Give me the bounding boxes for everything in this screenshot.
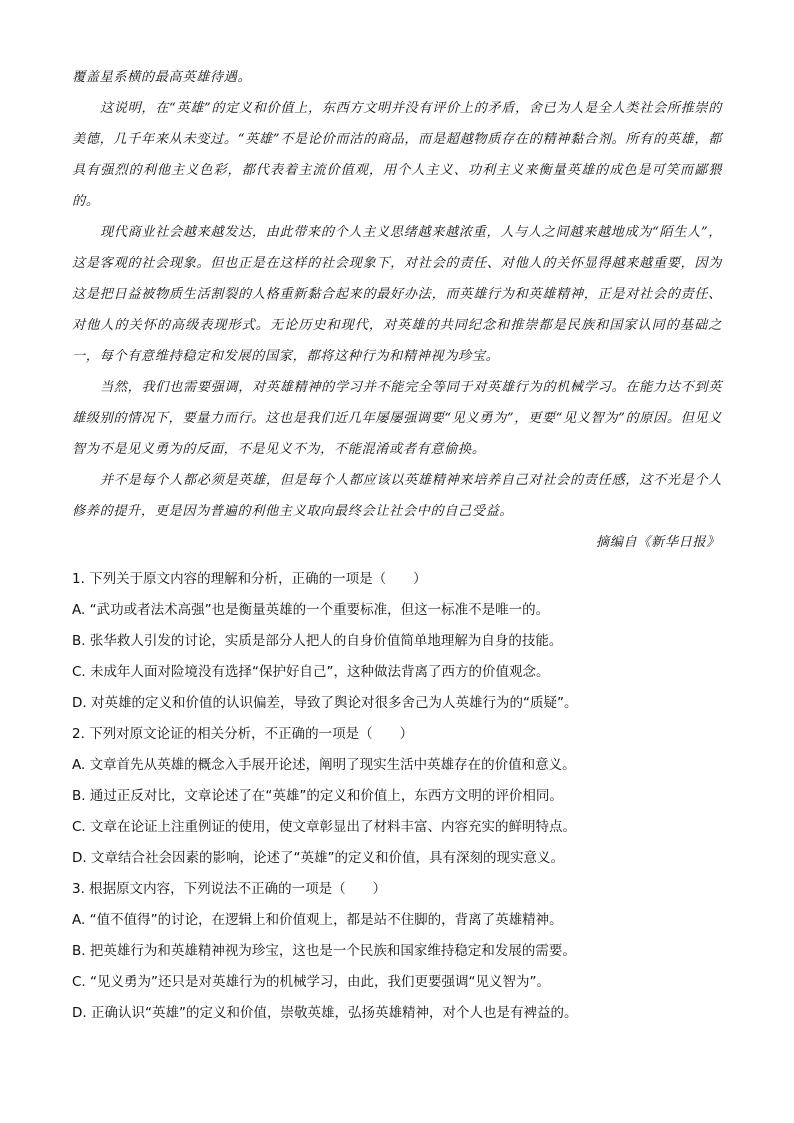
answer-option: A. “值不值得”的讨论，在逻辑上和价值观上，都是站不住脚的，背离了英雄精神。 (72, 912, 563, 928)
article-paragraph: 这说明，在“英雄”的定义和价值上，东西方文明并没有评价上的矛盾，舍已为人是全人类社会所推崇的美德，几千年来从未变过。“英雄”不是论价而沽的商品，而是超越物质存在的精神黏合剂。所有的英雄，都具有强烈的利他主义色彩，都代表着主流价值观，用个人主义、功利主义来衡量英雄的成色是可笑而鄙猥的。 (72, 101, 722, 209)
answer-option: B. 张华救人引发的讨论，实质是部分人把人的自身价值简单地理解为自身的技能。 (72, 633, 563, 649)
answer-option: B. 把英雄行为和英雄精神视为珍宝，这也是一个民族和国家维持稳定和发展的需要。 (72, 943, 576, 959)
question-stem: 3. 根据原文内容，下列说法不正确的一项是（ ） (72, 881, 387, 897)
answer-option: D. 对英雄的定义和价值的认识偏差，导致了舆论对很多舍己为人英雄行为的“质疑”。 (72, 695, 578, 711)
answer-option: C. “见义勇为”还只是对英雄行为的机械学习，由此，我们更要强调“见义智为”。 (72, 974, 550, 990)
question-stem: 2. 下列对原文论证的相关分析，不正确的一项是（ ） (72, 726, 414, 742)
answer-option: D. 正确认识“英雄”的定义和价值，崇敬英雄，弘扬英雄精神，对个人也是有裨益的。 (72, 1005, 578, 1021)
answer-option: C. 未成年人面对险境没有选择“保护好自己”，这种做法背离了西方的价值观念。 (72, 664, 550, 680)
article-paragraph: 覆盖星系横的最高英雄待遇。 (72, 70, 252, 85)
answer-option: C. 文章在论证上注重例证的使用，使文章彰显出了材料丰富、内容充实的鲜明特点。 (72, 819, 577, 835)
answer-option: D. 文章结合社会因素的影响，论述了“英雄”的定义和价值，具有深刻的现实意义。 (72, 850, 564, 866)
answer-option: A. 文章首先从英雄的概念入手展开论述，阐明了现实生活中英雄存在的价值和意义。 (72, 757, 576, 773)
question-stem: 1. 下列关于原文内容的理解和分析，正确的一项是（ ） (72, 571, 427, 587)
question-block (72, 874, 722, 1029)
question-block (72, 719, 722, 874)
answer-option: B. 通过正反对比，文章论述了在“英雄”的定义和价值上，东西方文明的评价相同。 (72, 788, 563, 804)
article-passage (72, 62, 722, 558)
question-section (72, 564, 722, 1029)
article-paragraph: 并不是每个人都必须是英雄，但是每个人都应该以英雄精神来培养自己对社会的责任感，这不光是个人修养的提升，更是因为普遍的利他主义取向最终会让社会中的自己受益。 (72, 473, 722, 519)
article-paragraph: 现代商业社会越来越发达，由此带来的个人主义思绪越来越浓重，人与人之间越来越地成为“陌生人”，这是客观的社会现象。但也正是在这样的社会现象下，对社会的责任、对他人的关怀显得越来越重要，因为这是把日益被物质生活割裂的人格重新黏合起来的最好办法，而英雄行为和英雄精神，正是对社会的责任、对他人的关怀的高级表现形式。无论历史和现代，对英雄的共同纪念和推崇都是民族和国家认同的基础之一，每个有意维持稳定和发展的国家，都将这种行为和精神视为珍宝。 (72, 225, 722, 364)
article-paragraph: 当然，我们也需要强调，对英雄精神的学习并不能完全等同于对英雄行为的机械学习。在能力达不到英雄级别的情况下，要量力而行。这也是我们近几年屡屡强调要“见义勇为”，更要“见义智为”的原因。但见义智为不是见义勇为的反面，不是见义不为，不能混淆或者有意偷换。 (72, 380, 722, 457)
answer-option: A. “武功或者法术高强”也是衡量英雄的一个重要标准，但这一标准不是唯一的。 (72, 602, 550, 618)
question-block (72, 564, 722, 719)
article-source: 摘编自《新华日报》 (595, 535, 720, 550)
